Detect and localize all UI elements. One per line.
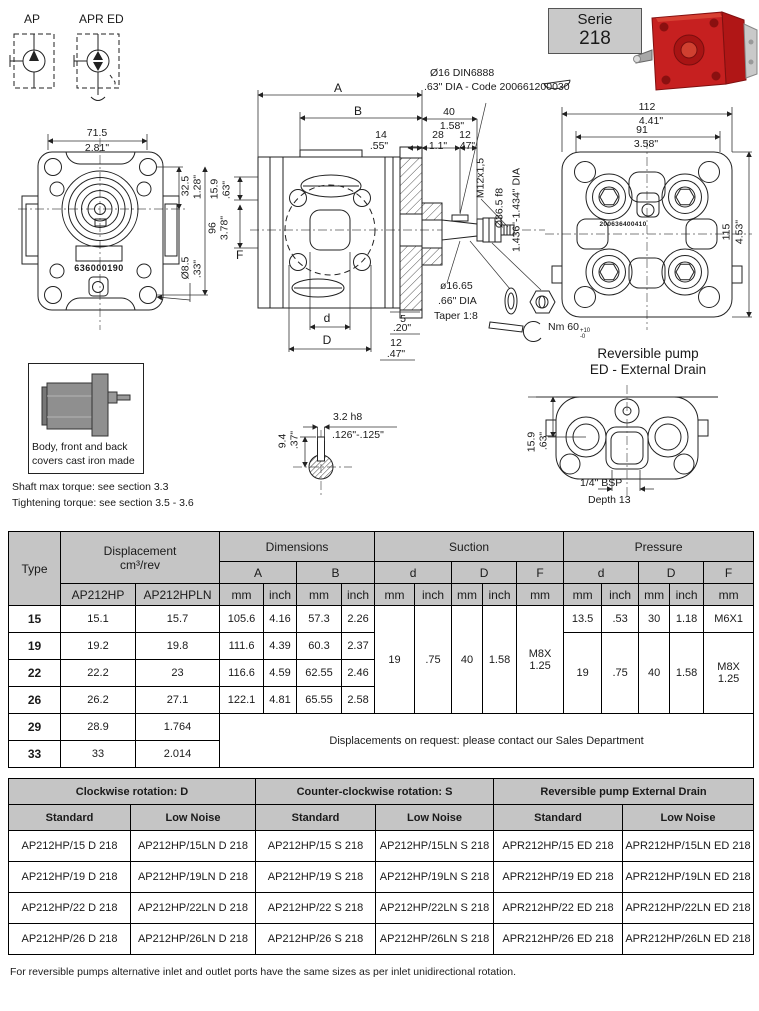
front-view-drawing <box>18 134 208 330</box>
order-code-cell: AP212HP/22 D 218 <box>9 893 131 924</box>
dim-d-small-label: d <box>323 311 331 325</box>
front-hole-mm: Ø8.5 <box>179 256 192 280</box>
shaft-dia-mm: Ø36.5 f8 <box>493 187 506 229</box>
col-header-b: B <box>297 562 375 584</box>
col-header-pressure: Pressure <box>564 532 754 562</box>
front-part-code: 636000190 <box>74 263 124 273</box>
suction-merged-cell: .75 <box>415 606 452 714</box>
col-header-dimensions: Dimensions <box>220 532 375 562</box>
order-code-cell: APR212HP/22 ED 218 <box>494 893 623 924</box>
pressure-col-f: F <box>704 562 754 584</box>
table-cell: 22.2 <box>61 660 136 687</box>
torque-sup: +10 <box>579 328 591 334</box>
order-code-cell: APR212HP/15 ED 218 <box>494 831 623 862</box>
torque-tolerance <box>580 328 590 340</box>
table-row <box>9 831 754 862</box>
pressure-merged-cell: .75 <box>602 633 639 714</box>
rear-w1-mm: 112 <box>638 101 656 113</box>
key-h-mm: 9.4 <box>276 433 289 449</box>
front-h1-mm: 32.5 <box>179 175 192 197</box>
reversible-title-2: ED - External Drain <box>589 362 707 377</box>
table-row <box>9 606 754 633</box>
dim-14-in: .55" <box>369 140 389 152</box>
suction-merged-cell: 19 <box>375 606 415 714</box>
order-code-cell: AP212HP/15LN S 218 <box>376 831 494 862</box>
thread-label: M12x1,5 <box>474 157 487 199</box>
order-code-cell: AP212HP/15 D 218 <box>9 831 131 862</box>
rear-part-code: 200636400410 <box>599 221 647 228</box>
unit-header: mm <box>297 584 342 606</box>
dimensions-table <box>8 531 754 768</box>
front-width-in: 2.81" <box>84 142 110 154</box>
table-cell: .53 <box>602 606 639 633</box>
order-code-cell: AP212HP/19 D 218 <box>9 862 131 893</box>
serie-number: 218 <box>579 28 611 49</box>
key-width-mm: 3.2 h8 <box>333 411 363 423</box>
table-cell: 57.3 <box>297 606 342 633</box>
table-cell: 13.5 <box>564 606 602 633</box>
key-spec-annotation: Ø16 DIN6888 <box>430 67 495 79</box>
order-code-cell: AP212HP/26LN S 218 <box>376 924 494 955</box>
col-header-displacement <box>61 532 220 584</box>
table-cell: 105.6 <box>220 606 264 633</box>
dim-a-label: A <box>333 81 343 95</box>
taper-ratio: Taper 1:8 <box>434 310 478 322</box>
dim-f-label: F <box>236 248 244 262</box>
order-code-cell: APR212HP/26LN ED 218 <box>623 924 754 955</box>
serie-badge <box>548 8 642 54</box>
suction-col-d: d <box>375 562 452 584</box>
reversible-drawing <box>525 385 718 500</box>
ap-symbol-label: AP <box>24 12 41 26</box>
displacement-line1: Displacement <box>103 543 177 558</box>
footer-note: For reversible pumps alternative inlet and outlet ports have the same sizes as per inlet unidirectional rotation. <box>10 966 517 978</box>
rear-w1-in: 4.41" <box>638 115 664 127</box>
dim-14-mm: 14 <box>375 129 387 141</box>
table-cell: 62.55 <box>297 660 342 687</box>
front-h2-in: 3.78" <box>218 215 231 241</box>
dim-28-mm: 28 <box>432 129 444 141</box>
table-cell: 1.18 <box>670 606 704 633</box>
table-cell: 2.46 <box>342 660 375 687</box>
dim-28-in: 1.1" <box>428 140 448 152</box>
order-code-cell: AP212HP/22LN D 218 <box>131 893 256 924</box>
unit-header: mm <box>704 584 754 606</box>
side-h-mm: 15.9 <box>208 178 221 200</box>
table-cell: 2.26 <box>342 606 375 633</box>
side-view-drawing <box>234 90 555 360</box>
suction-merged-cell: M8X 1.25 <box>517 606 564 714</box>
rev-h-in: .63" <box>537 431 550 451</box>
torque-spec <box>548 322 590 340</box>
front-width-mm: 71.5 <box>86 127 108 139</box>
taper-dia-in: .66" DIA <box>438 295 477 307</box>
table-cell: 65.55 <box>297 687 342 714</box>
group-header-counterclockwise: Counter-clockwise rotation: S <box>256 779 494 805</box>
front-h1-in: 1.28" <box>191 174 204 200</box>
type-cell: 15 <box>9 606 61 633</box>
dim-40-in: 1.58" <box>439 120 465 132</box>
col-header-hp: AP212HP <box>61 584 136 606</box>
table-cell: 2.37 <box>342 633 375 660</box>
unit-header: mm <box>220 584 264 606</box>
order-code-cell: APR212HP/19LN ED 218 <box>623 862 754 893</box>
order-code-cell: APR212HP/22LN ED 218 <box>623 893 754 924</box>
serie-label: Serie <box>577 11 613 28</box>
unit-header: inch <box>483 584 517 606</box>
shaft-dia-in: 1.436"-1.434" DIA <box>510 168 523 252</box>
order-code-cell: APR212HP/19 ED 218 <box>494 862 623 893</box>
table-cell: 116.6 <box>220 660 264 687</box>
type-cell: 33 <box>9 741 61 768</box>
table-cell: 1.764 <box>136 714 220 741</box>
col-header-hpln: AP212HPLN <box>136 584 220 606</box>
unit-header: inch <box>602 584 639 606</box>
table-cell: 33 <box>61 741 136 768</box>
suction-col-f: F <box>517 562 564 584</box>
order-code-cell: AP212HP/26 S 218 <box>256 924 376 955</box>
apred-symbol-drawing <box>74 34 119 101</box>
table-cell: 23 <box>136 660 220 687</box>
torque-value: Nm 60 <box>548 321 579 333</box>
order-code-cell: AP212HP/26 D 218 <box>9 924 131 955</box>
table-cell: 19.8 <box>136 633 220 660</box>
order-code-cell: AP212HP/22LN S 218 <box>376 893 494 924</box>
rear-h-mm: 115 <box>720 223 733 241</box>
sub-header-standard: Standard <box>9 805 131 831</box>
pressure-merged-cell: 40 <box>639 633 670 714</box>
side-h-in: .63" <box>220 180 233 200</box>
order-code-cell: AP212HP/26LN D 218 <box>131 924 256 955</box>
rear-w2-in: 3.58" <box>633 138 659 150</box>
dim-12a-mm: 12 <box>459 129 471 141</box>
group-header-reversible: Reversible pump External Drain <box>494 779 754 805</box>
type-cell: 26 <box>9 687 61 714</box>
table-row <box>9 924 754 955</box>
table-cell: 4.39 <box>264 633 297 660</box>
sub-header-low-noise: Low Noise <box>131 805 256 831</box>
suction-col-D: D <box>452 562 517 584</box>
dim-12a-in: .47" <box>456 140 476 152</box>
table-cell: 4.81 <box>264 687 297 714</box>
torque-sub: -0 <box>579 334 586 340</box>
info-box-line2: covers cast iron made <box>32 455 135 467</box>
unit-header: mm <box>639 584 670 606</box>
unit-header: inch <box>415 584 452 606</box>
order-code-cell: AP212HP/22 S 218 <box>256 893 376 924</box>
order-code-cell: APR212HP/26 ED 218 <box>494 924 623 955</box>
pressure-merged-cell: 1.58 <box>670 633 704 714</box>
apred-symbol-label: APR ED <box>79 12 124 26</box>
dim-5-in: .20" <box>392 322 412 334</box>
unit-header: mm <box>375 584 415 606</box>
unit-header: inch <box>342 584 375 606</box>
unit-header: inch <box>264 584 297 606</box>
sub-header-low-noise: Low Noise <box>623 805 754 831</box>
dim-d-big-label: D <box>322 333 332 347</box>
table-cell: 19.2 <box>61 633 136 660</box>
table-cell: 2.014 <box>136 741 220 768</box>
suction-merged-cell: 1.58 <box>483 606 517 714</box>
sub-header-standard: Standard <box>494 805 623 831</box>
displacement-request-note: Displacements on request: please contact our Sales Department <box>220 714 754 768</box>
dim-12b-in: .47" <box>386 348 406 360</box>
pump-photo <box>634 12 758 90</box>
tightening-torque-note: Tightening torque: see section 3.5 - 3.6 <box>12 497 194 509</box>
table-row <box>9 714 754 741</box>
col-header-a: A <box>220 562 297 584</box>
table-cell: 122.1 <box>220 687 264 714</box>
displacement-line2: cm³/rev <box>120 557 160 572</box>
order-code-cell: APR212HP/15LN ED 218 <box>623 831 754 862</box>
type-cell: 29 <box>9 714 61 741</box>
rev-h-mm: 15.9 <box>525 431 538 453</box>
table-cell: 111.6 <box>220 633 264 660</box>
sub-header-low-noise: Low Noise <box>376 805 494 831</box>
col-header-suction: Suction <box>375 532 564 562</box>
table-cell: 26.2 <box>61 687 136 714</box>
order-code-cell: AP212HP/19LN S 218 <box>376 862 494 893</box>
dim-40-mm: 40 <box>443 106 455 118</box>
dim-12b-mm: 12 <box>390 337 402 349</box>
dim-5-mm: 5 <box>400 313 406 325</box>
group-header-clockwise: Clockwise rotation: D <box>9 779 256 805</box>
table-cell: 15.7 <box>136 606 220 633</box>
pressure-col-d: d <box>564 562 639 584</box>
pressure-merged-cell: 19 <box>564 633 602 714</box>
rear-w2-mm: 91 <box>636 124 648 136</box>
front-h2-mm: 96 <box>206 222 219 234</box>
table-row <box>9 862 754 893</box>
col-header-type: Type <box>9 532 61 606</box>
taper-dia-mm: ø16.65 <box>440 280 473 292</box>
pressure-col-D: D <box>639 562 704 584</box>
table-cell: 2.58 <box>342 687 375 714</box>
key-h-in: .37" <box>288 430 301 450</box>
table-cell: 27.1 <box>136 687 220 714</box>
dim-b-label: B <box>353 104 363 118</box>
pressure-merged-cell: M8X 1.25 <box>704 633 754 714</box>
shaft-torque-note: Shaft max torque: see section 3.3 <box>12 481 169 493</box>
ap-symbol-drawing <box>10 34 54 88</box>
order-code-cell: AP212HP/15LN D 218 <box>131 831 256 862</box>
rev-depth-label: Depth 13 <box>588 494 631 506</box>
table-cell: 28.9 <box>61 714 136 741</box>
ordering-codes-table <box>8 778 754 955</box>
table-cell: 4.59 <box>264 660 297 687</box>
unit-header: mm <box>564 584 602 606</box>
table-cell: 60.3 <box>297 633 342 660</box>
type-cell: 22 <box>9 660 61 687</box>
rev-port-label: 1/4" BSP <box>580 477 623 489</box>
front-hole-in: .33" <box>191 259 204 279</box>
table-cell: 15.1 <box>61 606 136 633</box>
order-code-cell: AP212HP/15 S 218 <box>256 831 376 862</box>
key-width-in: .126"-.125" <box>332 429 384 441</box>
unit-header: inch <box>670 584 704 606</box>
suction-merged-cell: 40 <box>452 606 483 714</box>
type-cell: 19 <box>9 633 61 660</box>
sub-header-standard: Standard <box>256 805 376 831</box>
order-code-cell: AP212HP/19 S 218 <box>256 862 376 893</box>
table-cell: 4.16 <box>264 606 297 633</box>
table-cell: M6X1 <box>704 606 754 633</box>
unit-header: mm <box>452 584 483 606</box>
key-code-annotation: .63" DIA - Code 200661200030 <box>424 81 570 93</box>
reversible-title-1: Reversible pump <box>597 346 699 361</box>
order-code-cell: AP212HP/19LN D 218 <box>131 862 256 893</box>
table-row <box>9 893 754 924</box>
rear-h-in: 4.53" <box>733 219 746 245</box>
info-box-line1: Body, front and back <box>32 441 128 453</box>
table-cell: 30 <box>639 606 670 633</box>
unit-header: mm <box>517 584 564 606</box>
